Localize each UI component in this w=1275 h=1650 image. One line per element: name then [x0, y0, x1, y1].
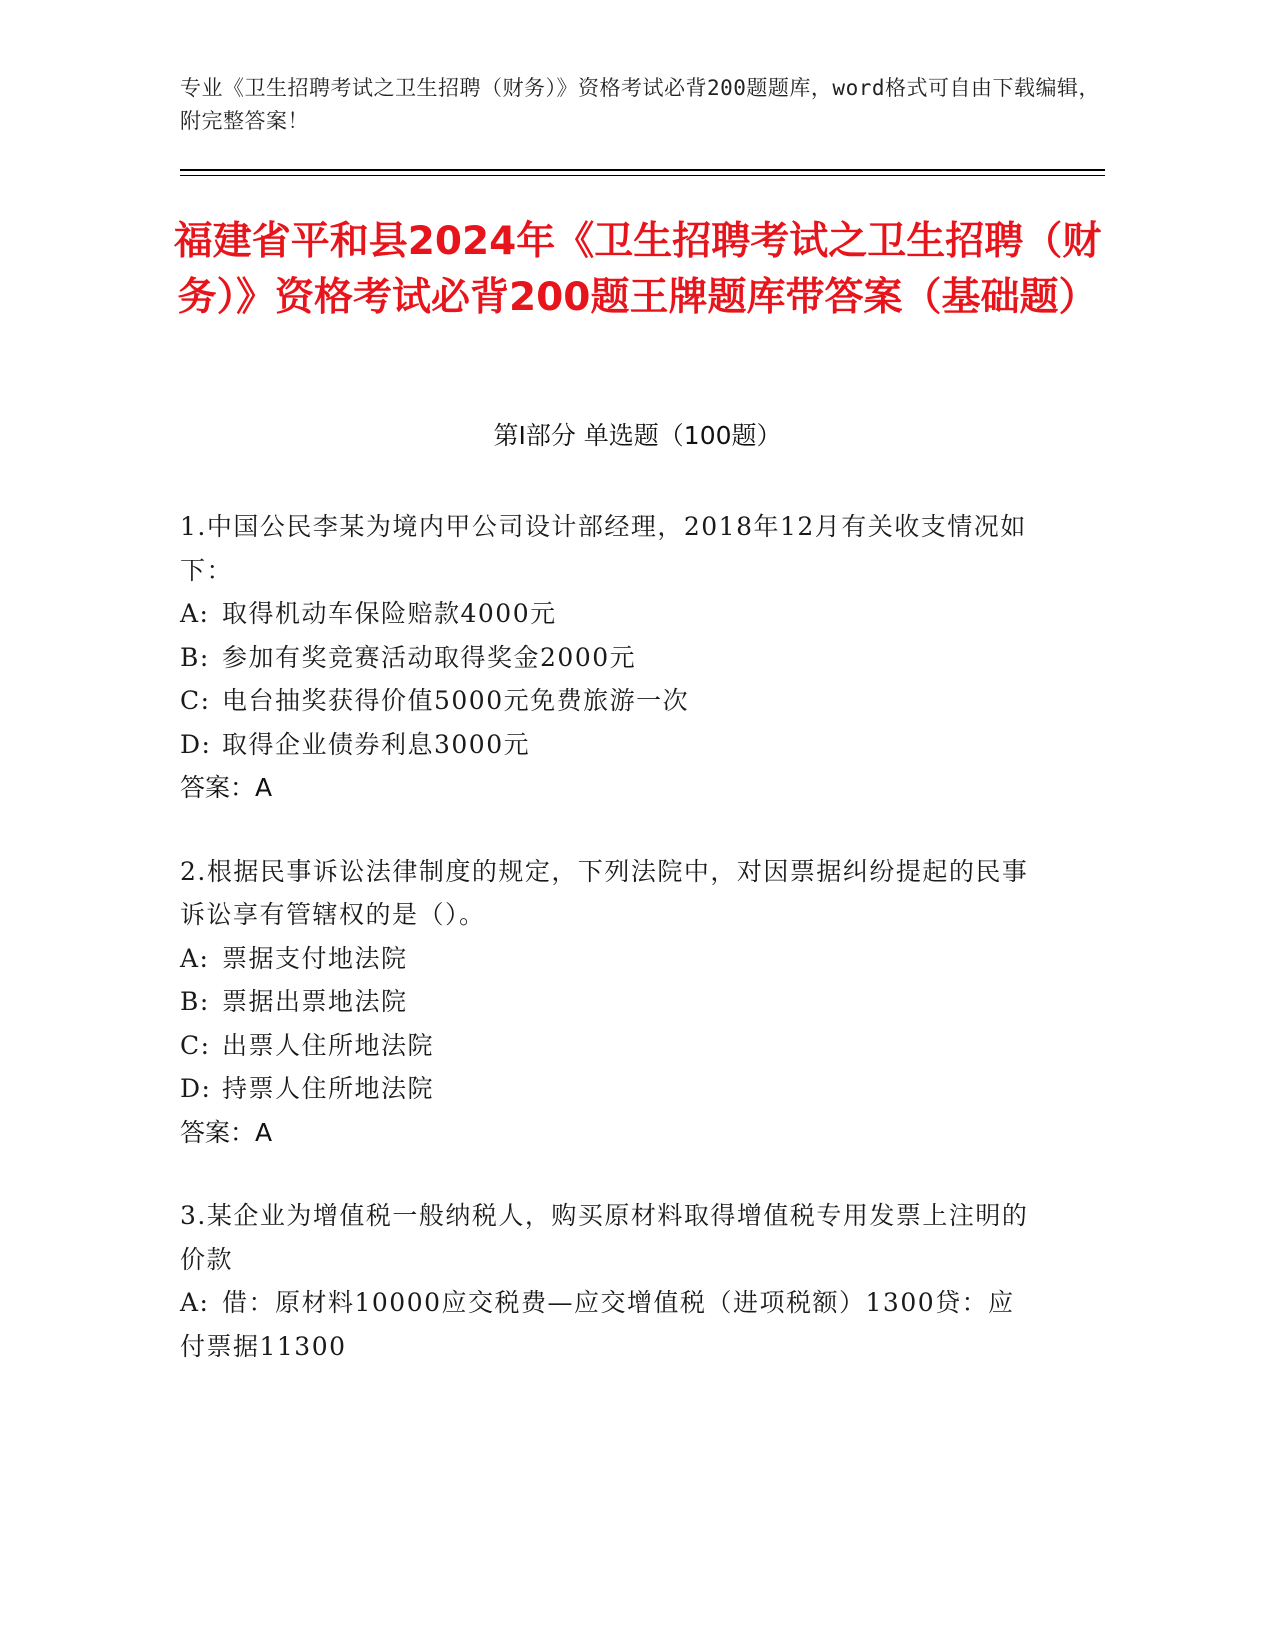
- option-text: 取得机动车保险赔款4000元: [222, 599, 557, 628]
- answer: 答案：A: [180, 773, 273, 802]
- question-2: [180, 850, 1040, 1155]
- section-title: 第Ⅰ部分 单选题（100题）: [493, 421, 782, 450]
- option-letter: B:: [180, 987, 210, 1016]
- option-letter: A:: [180, 1288, 210, 1317]
- option-letter: A:: [180, 599, 210, 628]
- option-a: [180, 937, 1040, 981]
- header-divider-thick: [180, 169, 1105, 171]
- option-d: [180, 1067, 1040, 1111]
- option-text: 票据支付地法院: [222, 943, 408, 973]
- question-1: [180, 505, 1040, 810]
- option-letter: C:: [180, 686, 211, 715]
- option-letter: D:: [180, 729, 212, 759]
- question-text: 3.某企业为增值税一般纳税人，购买原材料取得增值税专用发票上注明的价款: [180, 1201, 1029, 1274]
- document-title: 福建省平和县2024年《卫生招聘考试之卫生招聘（财务）》资格考试必背200题王牌题库带答案（基础题）: [173, 219, 1102, 320]
- question-text: 1.中国公民李某为境内甲公司设计部经理，2018年12月有关收支情况如下：: [180, 512, 1027, 585]
- option-a: [180, 1281, 1040, 1368]
- option-text: 出票人住所地法院: [222, 1030, 435, 1060]
- answer: 答案：A: [180, 1117, 273, 1147]
- option-b: [180, 636, 1040, 680]
- option-d: [180, 723, 1040, 767]
- option-letter: A:: [180, 943, 210, 973]
- option-text: 参加有奖竞赛活动取得奖金2000元: [222, 642, 637, 672]
- option-text: 取得企业债券利息3000元: [222, 729, 531, 759]
- option-text: 借：原材料10000应交税费—应交增值税（进项税额）1300贷：应付票据11300: [180, 1288, 1015, 1361]
- option-text: 持票人住所地法院: [222, 1074, 435, 1103]
- header-divider-thin: [180, 175, 1105, 176]
- question-3: [180, 1194, 1040, 1368]
- option-text: 电台抽奖获得价值5000元免费旅游一次: [222, 686, 690, 715]
- option-a: [180, 592, 1040, 636]
- option-letter: D:: [180, 1074, 212, 1103]
- option-c: [180, 679, 1040, 723]
- question-text: 2.根据民事诉讼法律制度的规定，下列法院中，对因票据纠纷提起的民事诉讼享有管辖权的是（）。: [180, 856, 1029, 929]
- header-note: 专业《卫生招聘考试之卫生招聘（财务）》资格考试必背200题题库，word格式可自由下载编辑，附完整答案！: [180, 76, 1100, 133]
- option-c: [180, 1024, 1040, 1068]
- option-letter: C:: [180, 1030, 211, 1060]
- question-list: [180, 505, 1040, 1408]
- option-letter: B:: [180, 642, 210, 672]
- option-b: [180, 980, 1040, 1024]
- option-text: 票据出票地法院: [222, 987, 408, 1016]
